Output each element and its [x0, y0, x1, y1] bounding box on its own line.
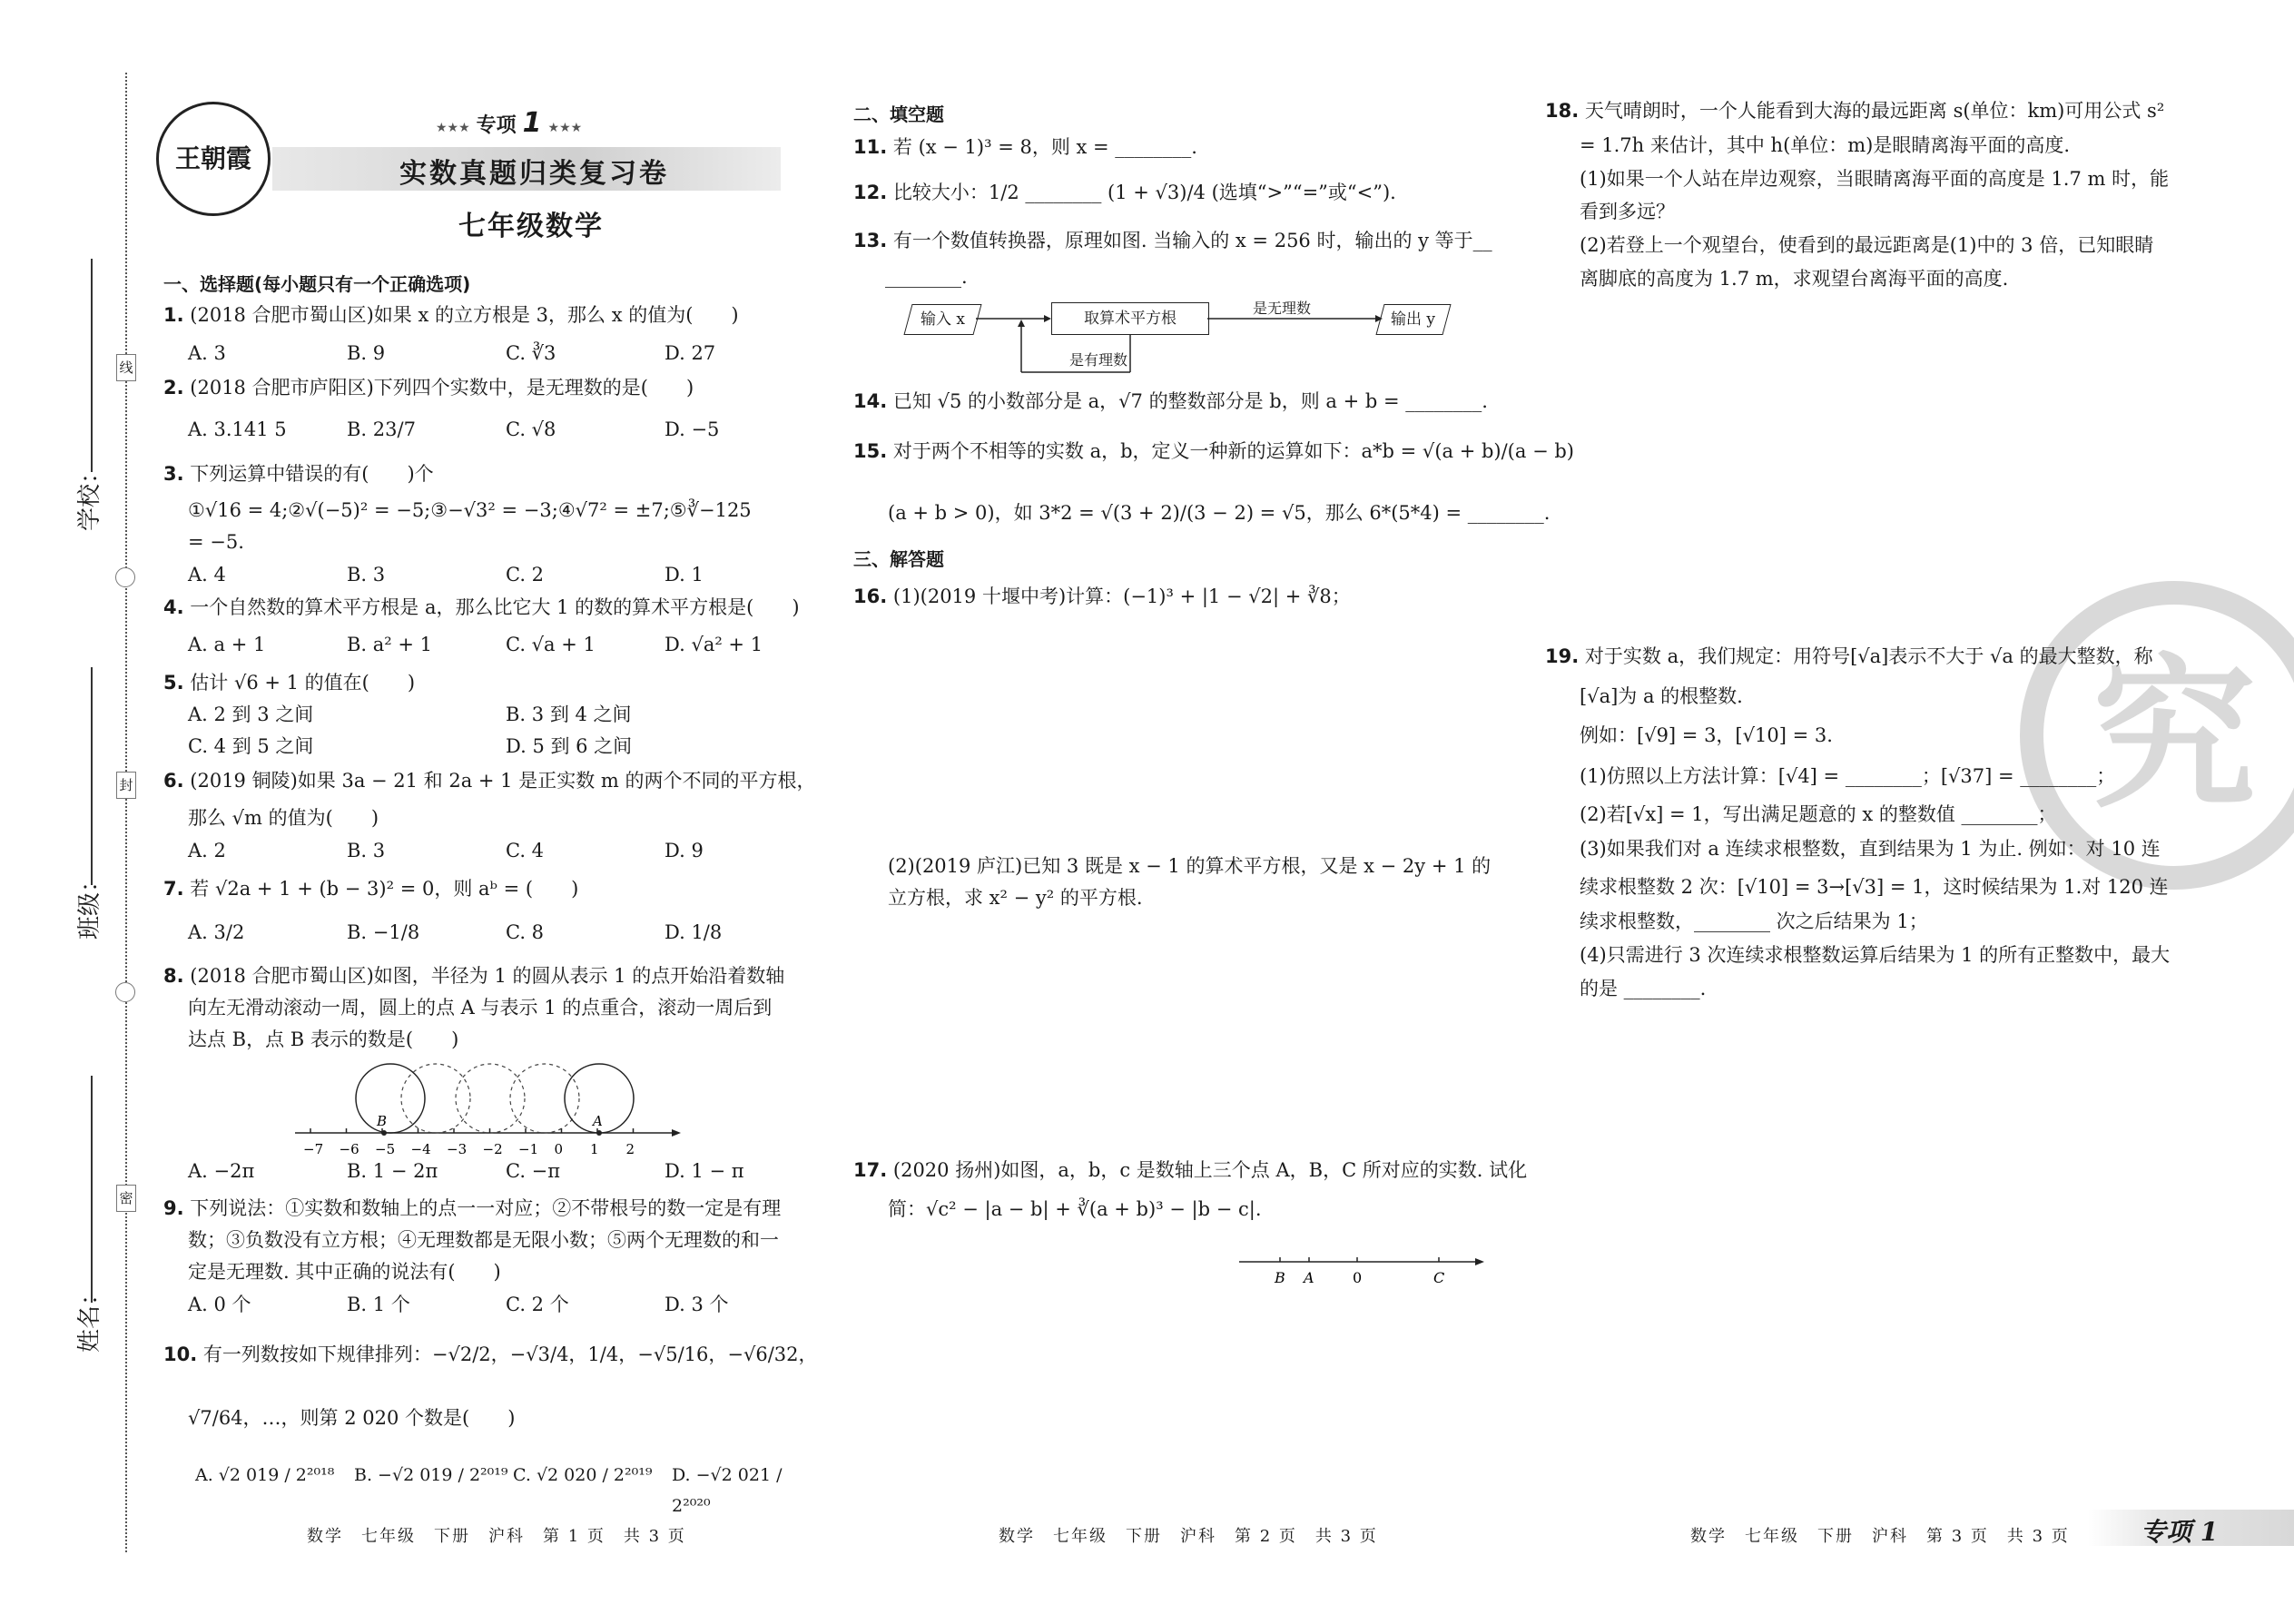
- q7-option-a[interactable]: A. 3/2: [188, 921, 245, 943]
- q16b-line2: 立方根，求 x² − y² 的平方根.: [888, 887, 1143, 909]
- name-label: 姓名：: [76, 1281, 103, 1353]
- school-label: 学校：: [76, 459, 103, 531]
- section-choice: 一、选择题(每小题只有一个正确选项): [163, 273, 471, 295]
- q10-option-c[interactable]: C. √2 020 / 2²⁰¹⁹: [513, 1465, 653, 1485]
- q1-option-c[interactable]: C. ∛3: [506, 342, 556, 364]
- q2-option-c[interactable]: C. √8: [506, 418, 556, 440]
- question-7: 7. 若 √2a + 1 + (b − 3)² = 0，则 aᵇ = ( ): [163, 878, 579, 900]
- name-blank-line: [91, 1076, 93, 1303]
- q7-option-c[interactable]: C. 8: [506, 921, 545, 943]
- q4-option-a[interactable]: A. a + 1: [188, 634, 266, 655]
- q8-tick-label: 0: [554, 1141, 564, 1157]
- q9-line3: 定是无理数. 其中正确的说法有( ): [188, 1261, 501, 1283]
- q15-line2: (a + b > 0)，如 3*2 = √(3 + 2)/(3 − 2) = √5，那么 6*(5*4) = ________.: [888, 502, 1551, 524]
- q8-options: [188, 1156, 773, 1186]
- q6-line2: 那么 √m 的值为( ): [188, 807, 379, 829]
- q7-option-b[interactable]: B. −1/8: [347, 921, 420, 943]
- seal-mark-line: 线: [116, 354, 136, 381]
- q17-label-c: C: [1433, 1269, 1445, 1286]
- q2-options: [188, 414, 773, 445]
- section-fill: 二、填空题: [853, 103, 944, 125]
- q8-tick-label: −6: [339, 1141, 359, 1157]
- q8-label-a: A: [593, 1113, 603, 1129]
- q8-tick-label: 1: [590, 1141, 599, 1157]
- q19-line2: [√a]为 a 的根整数.: [1580, 685, 1743, 707]
- q5-option-a[interactable]: A. 2 到 3 之间: [188, 704, 314, 725]
- question-11: 11. 若 (x − 1)³ = 8，则 x = ________.: [853, 136, 1197, 158]
- q8-tick-label: −7: [303, 1141, 324, 1157]
- q18-line3: (1)如果一个人站在岸边观察，当眼睛离海平面的高度是 1.7 m 时，能: [1580, 168, 2170, 190]
- page-title: 实数真题归类复习卷: [399, 158, 669, 190]
- q1-option-b[interactable]: B. 9: [347, 342, 386, 364]
- q3-option-c[interactable]: C. 2: [506, 564, 545, 586]
- section-solve: 三、解答题: [853, 548, 944, 570]
- q10-line2: √7/64，…，则第 2 020 个数是( ): [188, 1407, 516, 1429]
- binding-dotted-line: [125, 73, 127, 1552]
- question-6: 6. (2019 铜陵)如果 3a − 21 和 2a + 1 是正实数 m 的两个不同的平方根，: [163, 770, 816, 792]
- q18-line5: (2)若登上一个观望台，使看到的最远距离是(1)中的 3 倍，已知眼睛: [1580, 234, 2154, 256]
- q10-option-d[interactable]: D. −√2 021 / 2²⁰²⁰: [672, 1465, 783, 1516]
- q13-flow-input: 输入 x: [903, 304, 981, 335]
- q5-option-c[interactable]: C. 4 到 5 之间: [188, 735, 314, 757]
- q19-line6: (3)如果我们对 a 连续求根整数，直到结果为 1 为止. 例如：对 10 连: [1580, 838, 2161, 860]
- question-2: 2. (2018 合肥市庐阳区)下列四个实数中，是无理数的是( ): [163, 377, 694, 399]
- class-label: 班级：: [76, 868, 103, 940]
- q5-option-d[interactable]: D. 5 到 6 之间: [506, 735, 633, 757]
- footer-page-2: 数学 七年级 下册 沪科 第 2 页 共 3 页: [999, 1527, 1378, 1546]
- q1-option-a[interactable]: A. 3: [188, 342, 226, 364]
- q4-option-d[interactable]: D. √a² + 1: [665, 634, 763, 655]
- q8-circle-dashed: [510, 1064, 579, 1133]
- q8-tick-label: −3: [447, 1141, 468, 1157]
- series-heading: ★★★ 专项 1 ★★★: [436, 107, 583, 139]
- question-15: 15. 对于两个不相等的实数 a，b，定义一种新的运算如下：a*b = √(a + b)/(a − b): [853, 440, 1574, 462]
- q8-rolling-circle-figure: [290, 1058, 681, 1162]
- q6-option-a[interactable]: A. 2: [188, 840, 226, 861]
- q8-tick-label: −2: [482, 1141, 503, 1157]
- q8-line2: 向左无滑动滚动一周，圆上的点 A 与表示 1 的点重合，滚动一周后到: [188, 997, 773, 1019]
- q5-options-row1: [188, 699, 687, 730]
- q6-option-d[interactable]: D. 9: [665, 840, 704, 861]
- q8-circle-end: [356, 1064, 425, 1133]
- seal-mark-seal: 封: [116, 772, 136, 799]
- q3-options: [188, 559, 773, 590]
- q9-option-d[interactable]: D. 3 个: [665, 1294, 729, 1315]
- q19-line5: (2)若[√x] = 1，写出满足题意的 x 的整数值 ________；: [1580, 803, 2057, 825]
- q2-option-d[interactable]: D. −5: [665, 418, 720, 440]
- question-13: 13. 有一个数值转换器，原理如图. 当输入的 x = 256 时，输出的 y 等于__: [853, 230, 1492, 251]
- q13-flow-process: 取算术平方根: [1051, 302, 1209, 335]
- q17-number-line: [1235, 1248, 1489, 1289]
- question-18: 18. 天气晴朗时，一个人能看到大海的最远距离 s(单位：km)可用公式 s²: [1545, 100, 2165, 122]
- q8-option-c[interactable]: C. −π: [506, 1160, 561, 1182]
- q10-option-a[interactable]: A. √2 019 / 2²⁰¹⁸: [195, 1465, 335, 1485]
- q8-axis-arrow: [672, 1129, 681, 1137]
- q13-flow-output: 输出 y: [1375, 304, 1451, 335]
- question-4: 4. 一个自然数的算术平方根是 a，那么比它大 1 的数的算术平方根是( ): [163, 596, 800, 618]
- q7-options: [188, 917, 773, 948]
- q6-option-b[interactable]: B. 3: [347, 840, 386, 861]
- q8-option-a[interactable]: A. −2π: [188, 1160, 255, 1182]
- question-12: 12. 比较大小：1/2 ________ (1 + √3)/4 (选填“>”“=”或“<”).: [853, 182, 1396, 203]
- seal-mark-secret: 密: [116, 1185, 136, 1212]
- q3-option-b[interactable]: B. 3: [347, 564, 386, 586]
- q18-line4: 看到多远？: [1580, 201, 1675, 222]
- q4-option-b[interactable]: B. a² + 1: [347, 634, 433, 655]
- q13-line2: ________.: [885, 266, 968, 288]
- question-5: 5. 估计 √6 + 1 的值在( ): [163, 672, 416, 694]
- q3-line3: = −5.: [188, 531, 244, 553]
- q7-option-d[interactable]: D. 1/8: [665, 921, 723, 943]
- binding-hole: [115, 982, 135, 1002]
- q9-option-c[interactable]: C. 2 个: [506, 1294, 569, 1315]
- question-1: 1. (2018 合肥市蜀山区)如果 x 的立方根是 3，那么 x 的值为( ): [163, 304, 739, 326]
- question-17: 17. (2020 扬州)如图，a，b，c 是数轴上三个点 A，B，C 所对应的实数. 试化: [853, 1159, 1528, 1181]
- q4-options: [188, 629, 792, 660]
- q6-options: [188, 835, 773, 866]
- q9-option-b[interactable]: B. 1 个: [347, 1294, 410, 1315]
- q17-label-zero: 0: [1353, 1269, 1363, 1286]
- q19-line7: 续求根整数 2 次：[√10] = 3→[√3] = 1，这时候结果为 1.对 120 连: [1580, 876, 2169, 898]
- q8-tick-label: 2: [625, 1141, 635, 1157]
- q10-option-b[interactable]: B. −√2 019 / 2²⁰¹⁹: [354, 1465, 508, 1485]
- q19-line9: (4)只需进行 3 次连续求根整数运算后结果为 1 的所有正整数中，最大: [1580, 944, 2171, 966]
- page-subtitle: 七年级数学: [458, 211, 604, 242]
- watermark-text: 究: [2092, 641, 2256, 831]
- logo-text: 王朝霞: [174, 143, 251, 173]
- q1-options: [188, 338, 773, 369]
- q3-line2: ①√16 = 4;②√(−5)² = −5;③−√3² = −3;④√7² = ±7;⑤∛−125: [188, 499, 752, 521]
- q18-line6: 离脚底的高度为 1.7 m，求观望台离海平面的高度.: [1580, 268, 2009, 290]
- q2-option-a[interactable]: A. 3.141 5: [188, 418, 287, 440]
- question-9: 9. 下列说法：①实数和数轴上的点一一对应；②不带根号的数一定是有理: [163, 1197, 782, 1219]
- q9-options: [188, 1289, 773, 1320]
- q8-line3: 达点 B，点 B 表示的数是( ): [188, 1029, 459, 1050]
- q8-option-d[interactable]: D. 1 − π: [665, 1160, 744, 1182]
- question-10: 10. 有一列数按如下规律排列：−√2/2，−√3/4，1/4，−√5/16，−√6/32，: [163, 1343, 818, 1365]
- q18-line2: = 1.7h 来估计，其中 h(单位：m)是眼睛离海平面的高度.: [1580, 134, 2071, 156]
- q19-line10: 的是 ________.: [1580, 978, 1707, 999]
- class-blank-line: [91, 667, 93, 885]
- q4-option-c[interactable]: C. √a + 1: [506, 634, 596, 655]
- q8-label-b: B: [377, 1113, 388, 1129]
- question-14: 14. 已知 √5 的小数部分是 a，√7 的整数部分是 b，则 a + b = ________.: [853, 390, 1488, 412]
- q9-line2: 数；③负数没有立方根；④无理数都是无限小数；⑤两个无理数的和一: [188, 1229, 779, 1251]
- q8-circle-dashed: [456, 1064, 525, 1133]
- footer-page-1: 数学 七年级 下册 沪科 第 1 页 共 3 页: [307, 1527, 686, 1546]
- q8-circle-dashed: [401, 1064, 470, 1133]
- q17-line2: 简：√c² − |a − b| + ∛(a + b)³ − |b − c|.: [888, 1198, 1262, 1220]
- binding-hole: [115, 567, 135, 587]
- q3-option-d[interactable]: D. 1: [665, 564, 704, 586]
- question-3: 3. 下列运算中错误的有( )个: [163, 463, 434, 485]
- q8-tick-label: −4: [410, 1141, 431, 1157]
- logo: [156, 102, 271, 216]
- footer-page-3: 数学 七年级 下册 沪科 第 3 页 共 3 页: [1690, 1527, 2070, 1546]
- q5-option-b[interactable]: B. 3 到 4 之间: [506, 704, 632, 725]
- q8-tick-label: −1: [518, 1141, 539, 1157]
- q3-option-a[interactable]: A. 4: [188, 564, 226, 586]
- question-19: 19. 对于实数 a，我们规定：用符号[√a]表示不大于 √a 的最大整数，称: [1545, 645, 2153, 667]
- q8-tick-label: −5: [375, 1141, 396, 1157]
- q5-options-row2: [188, 731, 687, 762]
- q19-line4: (1)仿照以上方法计算：[√4] = ________；[√37] = ________；: [1580, 765, 2116, 787]
- question-8: 8. (2018 合肥市蜀山区)如图，半径为 1 的圆从表示 1 的点开始沿着数轴: [163, 965, 785, 987]
- q19-line3: 例如：[√9] = 3，[√10] = 3.: [1580, 724, 1833, 746]
- q8-option-b[interactable]: B. 1 − 2π: [347, 1160, 438, 1182]
- q13-flow-yes-label: 是无理数: [1253, 300, 1312, 317]
- q17-label-a: A: [1304, 1269, 1314, 1286]
- q17-label-b: B: [1275, 1269, 1285, 1286]
- question-16-part2: (2)(2019 庐江)已知 3 既是 x − 1 的算术平方根，又是 x − 2y + 1 的: [888, 855, 1492, 877]
- q10-options: [195, 1460, 817, 1521]
- q13-flow-no-label: 是有理数: [1069, 351, 1128, 369]
- question-16-part1: 16. (1)(2019 十堰中考)计算：(−1)³ + |1 − √2| + ∛8；: [853, 586, 1351, 607]
- school-blank-line: [91, 259, 93, 472]
- q2-option-b[interactable]: B. 23/7: [347, 418, 416, 440]
- q9-option-a[interactable]: A. 0 个: [188, 1294, 251, 1315]
- footer-series-badge: 专项 1: [2088, 1510, 2294, 1546]
- q19-line8: 续求根整数，________ 次之后结果为 1；: [1580, 910, 1928, 932]
- q6-option-c[interactable]: C. 4: [506, 840, 545, 861]
- q1-option-d[interactable]: D. 27: [665, 342, 716, 364]
